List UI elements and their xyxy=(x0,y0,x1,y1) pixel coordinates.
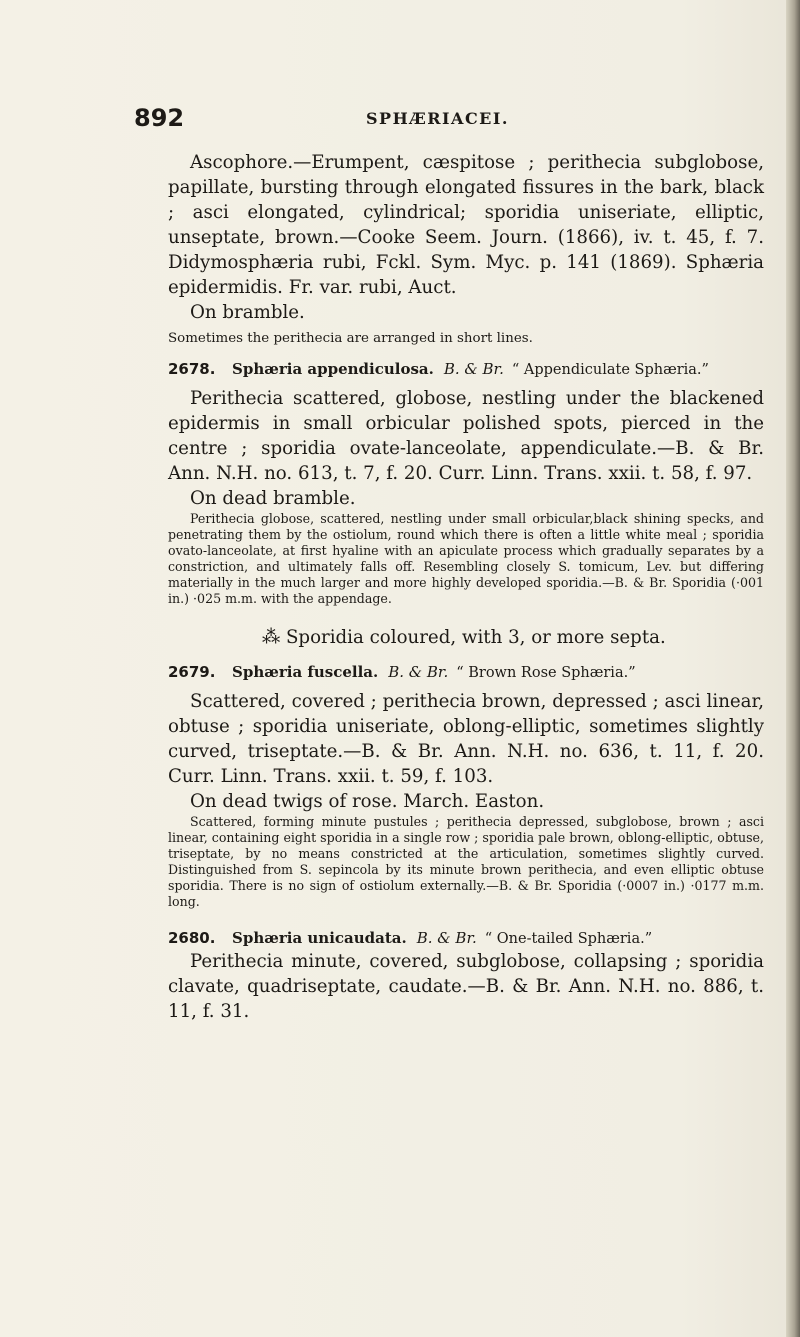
common-name: “ Appendiculate Sphæria.” xyxy=(511,362,709,378)
intro-description: Ascophore.—Erumpent, cæspitose ; perithecia subglobose, papillate, bursting through elongated fissures in the bark, black ; asci elongated, cylindrical; sporidia uniseriate, elliptic, unseptate, brown.—Cooke Seem. Journ. (1866), iv. t. 45, f. 7. Didymosphæria rubi, Fckl. Sym. Myc. p. 141 (1869). Sphæria epidermidis. Fr. var. rubi, Auct. xyxy=(168,152,764,298)
page-number: 892 xyxy=(134,104,185,132)
species-description: Perithecia minute, covered, subglobose, collapsing ; sporidia clavate, quadriseptate, caudate.—B. & Br. Ann. N.H. no. 886, t. 11, f. 31. xyxy=(168,951,764,1022)
entry-number: 2678. xyxy=(168,360,216,378)
species-authority: B. & Br. xyxy=(388,663,449,681)
species-authority: B. & Br. xyxy=(416,929,477,947)
species-authority: B. & Br. xyxy=(443,360,504,378)
species-name: Sphæria fuscella. xyxy=(232,663,379,681)
page-edge-shadow xyxy=(786,0,800,1337)
common-name: “ Brown Rose Sphæria.” xyxy=(456,665,636,681)
intro-note: Sometimes the perithecia are arranged in short lines. xyxy=(168,331,533,346)
species-entry xyxy=(168,359,764,607)
entry-number: 2680. xyxy=(168,929,216,947)
entry-number: 2679. xyxy=(168,663,216,681)
common-name: “ One-tailed Sphæria.” xyxy=(484,931,653,947)
species-name: Sphæria unicaudata. xyxy=(232,929,407,947)
section-heading: ⁂ Sporidia coloured, with 3, or more septa. xyxy=(262,627,666,648)
species-description: Scattered, covered ; perithecia brown, depressed ; asci linear, obtuse ; sporidia uniseriate, oblong-elliptic, sometimes slightly curved, triseptate.—B. & Br. Ann. N.H. no. 636, t. 11, f. 20. Curr. Linn. Trans. xxii. t. 59, f. 103. xyxy=(168,691,764,787)
page-body xyxy=(168,150,764,1024)
species-habitat: On dead twigs of rose. March. Easton. xyxy=(190,791,545,812)
species-habitat: On dead bramble. xyxy=(190,488,356,509)
species-entry xyxy=(168,662,764,910)
running-head: SPHÆRIACEI. xyxy=(366,109,509,128)
species-name: Sphæria appendiculosa. xyxy=(232,360,434,378)
page-header xyxy=(134,104,754,134)
species-description: Perithecia scattered, globose, nestling under the blackened epidermis in small orbicular polished spots, pierced in the centre ; sporidia ovate-lanceolate, appendiculate.—B. & Br. Ann. N.H. no. 613, t. 7, f. 20. Curr. Linn. Trans. xxii. t. 58, f. 97. xyxy=(168,388,764,484)
intro-habitat: On bramble. xyxy=(190,302,305,323)
entry-heading xyxy=(168,359,764,380)
species-entry xyxy=(168,928,764,1024)
species-note: Perithecia globose, scattered, nestling under small orbicular,black shining specks, and penetrating them by the ostiolum, round which there is often a little white meal ; sporidia ovato-lanceolate, at first hyaline with an apiculate process which gradually separates by a constriction, and ultimately falls off. Resembling closely S. tomicum, Lev. but differing materially in the much larger and more highly developed sporidia.—B. & Br. Sporidia (·001 in.) ·025 m.m. with the appendage. xyxy=(168,511,764,606)
entry-heading xyxy=(168,662,764,683)
entry-heading xyxy=(168,928,764,949)
species-note: Scattered, forming minute pustules ; perithecia depressed, subglobose, brown ; asci linear, containing eight sporidia in a single row ; sporidia pale brown, oblong-elliptic, obtuse, triseptate, by no means constricted at the articulation, sometimes slightly curved. Distinguished from S. sepincola by its minute brown perithecia, and even elliptic obtuse sporidia. There is no sign of ostiolum externally.—B. & Br. Sporidia (·0007 in.) ·0177 m.m. long. xyxy=(168,814,764,909)
